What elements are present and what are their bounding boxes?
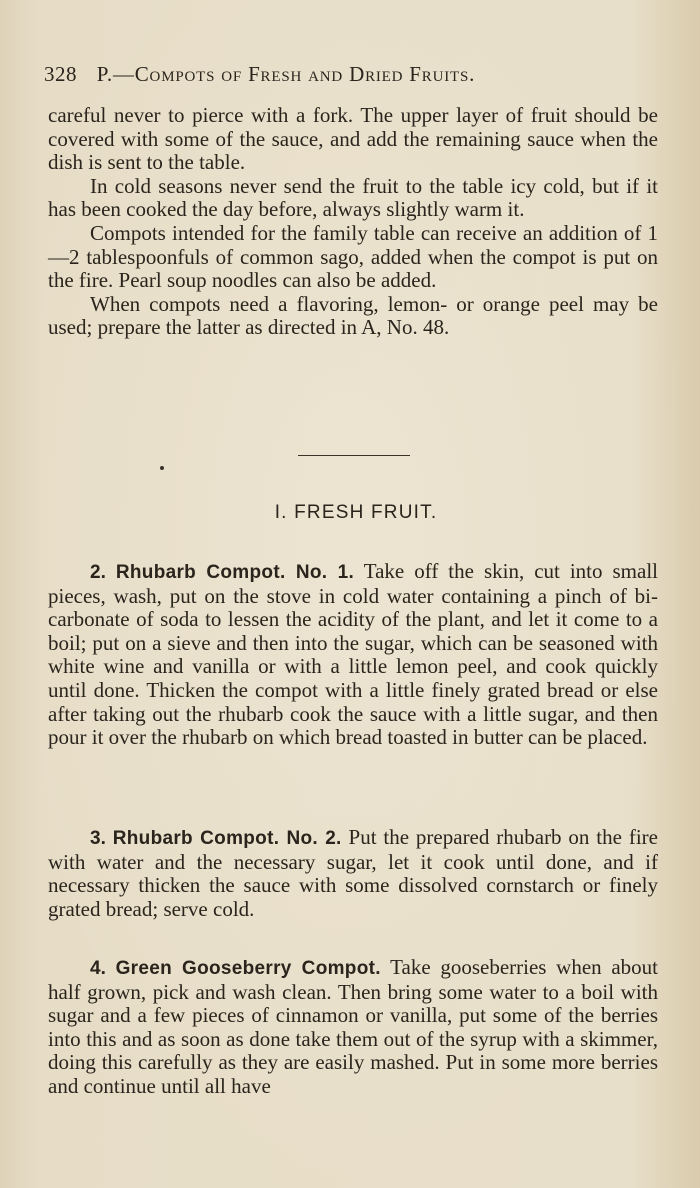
running-title: P.—Compots of Fresh and Dried Fruits.	[96, 62, 476, 86]
paragraph: When compots need a flavoring, lemon- or orange peel may be used; prepare the latter as directed in A, No. 48.	[48, 291, 658, 340]
recipe-number: 3.	[90, 828, 106, 849]
recipe-title: Rhubarb Compot. No. 1.	[115, 562, 355, 583]
section-divider	[298, 455, 410, 456]
section-heading: I. FRESH FRUIT.	[274, 502, 438, 523]
recipe-text: Take gooseberries when about half grown, pick and wash clean. Then bring some water to a boil with sugar and a few pieces of cinnamon or vanilla, put some of the berries into this and as soon as done take them out of the syrup with a skimmer, doing this carefully as they are easily mashed. Put in some more berries and continue until all have	[48, 955, 658, 1098]
recipe-text: Take off the skin, cut into small pieces, wash, put on the stove in cold water containing a pinch of bi-carbonate of soda to lessen the acidity of the plant, and let it come to a boil; put on a sieve and then into the sugar, which can be seasoned with white wine and vanilla or with a little lemon peel, and cook quickly until done. Thicken the compot with a little finely grated bread or else after taking out the rhubarb cook the sauce with a little sugar, and then pour it over the rhubarb on which bread toasted in butter can be placed.	[48, 559, 658, 750]
ink-speck	[160, 466, 164, 470]
paragraph: Compots intended for the family table can receive an addition of 1—2 tablespoonfuls of common sago, added when the compot is put on the fire. Pearl soup noodles can also be added.	[48, 220, 658, 293]
paragraph: careful never to pierce with a fork. The upper layer of fruit should be covered with some of the sauce, and add the remaining sauce when the dish is sent to the table.	[48, 103, 658, 175]
recipe-number: 4.	[90, 958, 106, 979]
recipe-entry	[48, 826, 658, 921]
recipe-number: 2.	[90, 562, 106, 583]
running-header	[44, 62, 684, 87]
paragraph: In cold seasons never send the fruit to the table icy cold, but if it has been cooked the day before, always slightly warm it.	[48, 173, 658, 222]
recipe-entry	[48, 560, 658, 750]
recipe-text: Put the prepared rhubarb on the fire with water and the necessary sugar, let it cook until done, and if necessary thicken the sauce with some dissolved cornstarch or finely grated bread; serve cold.	[48, 825, 658, 921]
recipe-title: Green Gooseberry Compot.	[115, 958, 381, 979]
recipe-entry	[48, 956, 658, 1099]
recipe-title: Rhubarb Compot. No. 2.	[112, 828, 342, 849]
intro-text	[48, 104, 658, 340]
page-number: 328	[44, 62, 77, 86]
